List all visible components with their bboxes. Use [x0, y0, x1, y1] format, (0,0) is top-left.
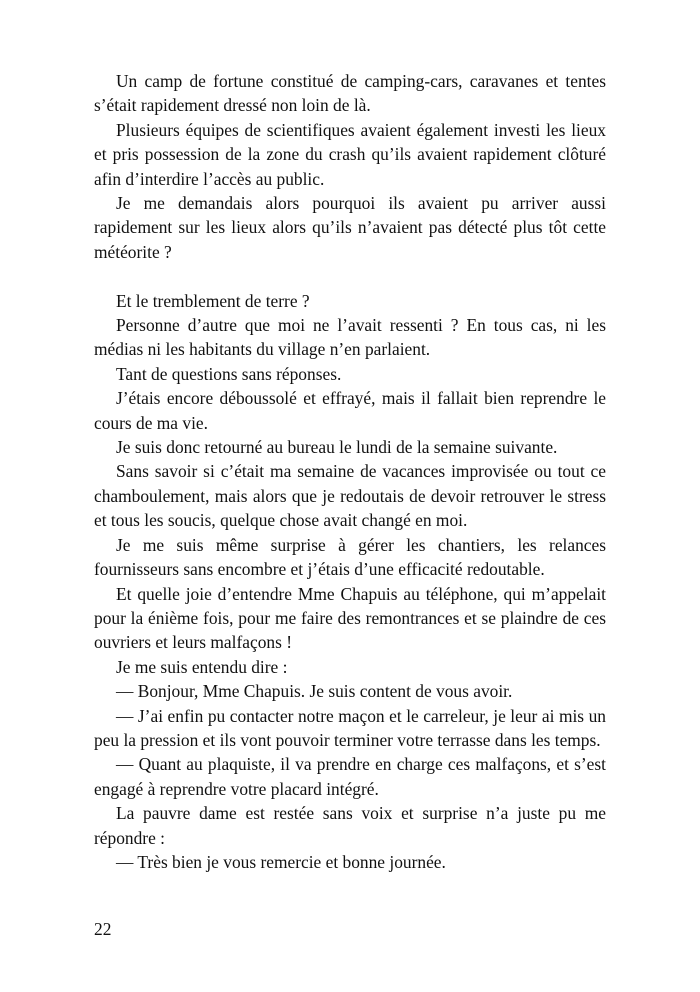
paragraph: La pauvre dame est restée sans voix et surprise n’a juste pu me répondre :	[94, 803, 606, 848]
paragraph: Tant de questions sans réponses.	[116, 363, 342, 384]
dialogue-line: — Très bien je vous remercie et bonne journée.	[116, 851, 446, 872]
page-body	[94, 69, 606, 874]
paragraph: Sans savoir si c’était ma semaine de vacances improvisée ou tout ce chamboulement, mais alors que je redoutais de devoir retrouver le stress et tous les soucis, quelque chose avait changé en moi.	[94, 461, 606, 531]
dialogue-line: — J’ai enfin pu contacter notre maçon et le carreleur, je leur ai mis un peu la pression et ils vont pouvoir terminer votre terrasse dans les temps.	[94, 705, 606, 750]
paragraph: Plusieurs équipes de scientifiques avaient également investi les lieux et pris possession de la zone du crash qu’ils avaient rapidement clôturé afin d’interdire l’accès au public.	[94, 119, 606, 189]
dialogue-line: — Bonjour, Mme Chapuis. Je suis content de vous avoir.	[116, 681, 513, 702]
page-number: 22	[94, 919, 112, 939]
paragraph: Personne d’autre que moi ne l’avait ressenti ? En tous cas, ni les médias ni les habitants du village n’en parlaient.	[94, 315, 606, 360]
paragraph: J’étais encore déboussolé et effrayé, mais il fallait bien reprendre le cours de ma vie.	[94, 388, 606, 433]
dialogue-line: — Quant au plaquiste, il va prendre en charge ces malfaçons, et s’est engagé à reprendre votre placard intégré.	[94, 754, 606, 799]
paragraph: Et quelle joie d’entendre Mme Chapuis au téléphone, qui m’appelait pour la énième fois, pour me faire des remontrances et se plaindre de ces ouvriers et leurs malfaçons !	[94, 583, 606, 653]
paragraph: Un camp de fortune constitué de camping-cars, caravanes et tentes s’était rapidement dressé non loin de là.	[94, 71, 606, 116]
paragraph: Je suis donc retourné au bureau le lundi de la semaine suivante.	[116, 437, 558, 458]
paragraph: Je me demandais alors pourquoi ils avaient pu arriver aussi rapidement sur les lieux alors qu’ils n’avaient pas détecté plus tôt cette météorite ?	[94, 193, 606, 262]
paragraph: Je me suis même surprise à gérer les chantiers, les relances fournisseurs sans encombre et j’étais d’une efficacité redoutable.	[94, 534, 606, 580]
paragraph: Et le tremblement de terre ?	[116, 290, 310, 311]
paragraph: Je me suis entendu dire :	[116, 656, 288, 677]
